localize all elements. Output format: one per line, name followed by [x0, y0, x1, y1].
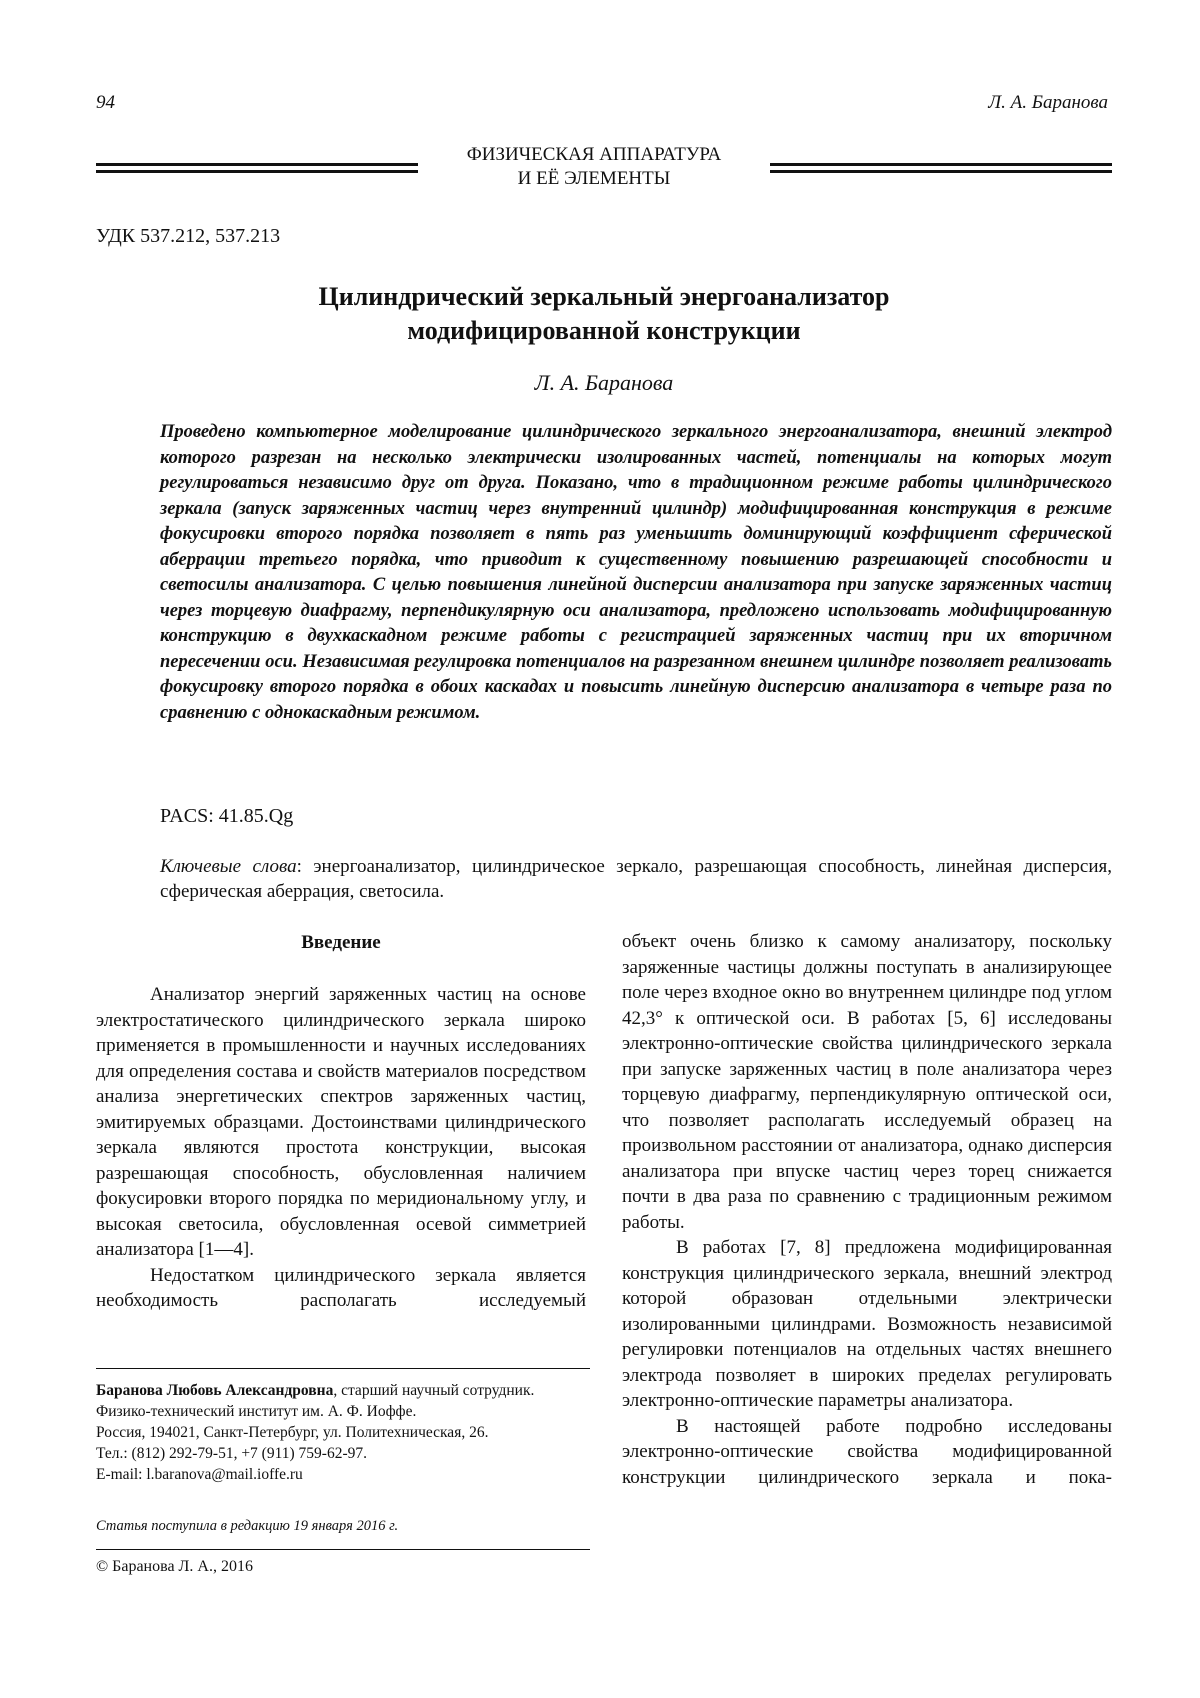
paragraph: объект очень близко к самому анализатору, поскольку заряженные частицы должны поступать в анализирующее поле через входное окно во внутреннем цилиндре под углом 42,3° к оптической оси. В работах [5, 6] исследованы электронно-оптические свойства цилиндрического зеркала при запуске заряженных частиц в поле анализатора через торцевую диафрагму, перпендикулярную оптической оси, что позволяет располагать исследуемый образец на произвольном расстоянии от анализатора, однако дисперсия анализатора при впуске частиц через торец снижается почти в два раза по сравнению с традиционным режимом работы. — [622, 931, 1112, 1233]
left-column — [96, 982, 586, 1314]
footnote-rule — [96, 1368, 590, 1369]
title-line1: Цилиндрический зеркальный энергоанализатор — [318, 282, 890, 311]
paragraph: В настоящей работе подробно исследованы электронно-оптические свойства модифицированной конструкции цилиндрического зеркала и пока- — [622, 1415, 1112, 1488]
copyright: © Баранова Л. А., 2016 — [96, 1558, 253, 1575]
section-title-line2: И ЕЁ ЭЛЕМЕНТЫ — [517, 168, 671, 189]
footnote-author-name: Баранова Любовь Александровна — [96, 1382, 334, 1399]
paragraph: Анализатор энергий заряженных частиц на основе электростатического цилиндрического зеркала широко применяется в промышленности и научных исследованиях для определения состава и свойств материалов посредством анализа энергетических спектров заряженных частиц, эмитируемых образцами. Достоинствами цилиндрического зеркала являются простота конструкции, высокая разрешающая способность, обусловленная наличием фокусировки второго порядка по меридиональному углу, и высокая светосила, обусловленная осевой симметрией анализатора [1—4]. — [96, 984, 586, 1260]
footnote-address: Россия, 194021, Санкт-Петербург, ул. Политехническая, 26. — [96, 1424, 489, 1441]
footnote-institute: Физико-технический институт им. А. Ф. Иоффе. — [96, 1403, 417, 1420]
section-title — [418, 143, 770, 191]
footnote-author — [96, 1380, 590, 1401]
keywords-label: Ключевые слова — [160, 856, 297, 877]
article-title — [96, 280, 1112, 348]
udk-code: УДК 537.212, 537.213 — [96, 225, 281, 247]
pacs-code: PACS: 41.85.Qg — [160, 805, 294, 827]
abstract: Проведено компьютерное моделирование цилиндрического зеркального энергоанализатора, внешний электрод которого разрезан на несколько электрически изолированных частей, потенциалы на которых могут регулироваться независимо друг от друга. Показано, что в традиционном режиме работы цилиндрического зеркала (запуск заряженных частиц через внутренний цилиндр) модифицированная конструкция в режиме фокусировки второго порядка позволяет в пять раз уменьшить доминирующий коэффициент сферической аберрации третьего порядка, что приводит к существенному повышению разрешающей способности и светосилы анализатора. С целью повышения линейной дисперсии анализатора при запуске заряженных частиц через торцевую диафрагму, перпендикулярную оси анализатора, предложено использовать модифицированную конструкцию в двухкаскадном режиме работы с регистрацией заряженных частиц при их вторичном пересечении оси. Независимая регулировка потенциалов на разрезанном внешнем цилиндре позволяет реализовать фокусировку второго порядка в обоих каскадах и повысить линейную дисперсию анализатора в четыре раза по сравнению с однокаскадным режимом. — [160, 422, 1112, 723]
paragraph: В работах [7, 8] предложена модифицированная конструкция цилиндрического зеркала, внешний электрод которой образован отдельными электрически изолированными цилиндрами. Возможность независимой регулировки потенциалов на отдельных частях внешнего электрода позволяет в широких пределах регулировать электронно-оптические параметры анализатора. — [622, 1237, 1112, 1411]
author-name: Л. А. Баранова — [534, 370, 674, 395]
keywords-text: : энергоанализатор, цилиндрическое зеркало, разрешающая способность, линейная дисперсия, сферическая аберрация, светосила. — [160, 856, 1112, 902]
footnote-rule-2 — [96, 1549, 590, 1550]
paragraph: Недостатком цилиндрического зеркала является необходимость располагать исследуемый — [96, 1264, 586, 1311]
page-number: 94 — [96, 92, 115, 113]
title-line2: модифицированной конструкции — [407, 316, 801, 345]
running-head: Л. А. Баранова — [988, 92, 1108, 113]
section-rule-right — [770, 163, 1112, 173]
author-footnote — [96, 1380, 590, 1485]
footnote-position: , старший научный сотрудник. — [333, 1382, 535, 1399]
footnote-email: E-mail: l.baranova@mail.ioffe.ru — [96, 1466, 303, 1483]
right-column — [622, 929, 1112, 1490]
received-date: Статья поступила в редакцию 19 января 2016 г. — [96, 1518, 399, 1534]
section-title-line1: ФИЗИЧЕСКАЯ АППАРАТУРА — [466, 144, 722, 165]
intro-heading: Введение — [301, 932, 381, 953]
section-rule-left — [96, 163, 418, 173]
keywords — [160, 854, 1112, 904]
footnote-phone: Тел.: (812) 292-79-51, +7 (911) 759-62-97. — [96, 1445, 368, 1462]
